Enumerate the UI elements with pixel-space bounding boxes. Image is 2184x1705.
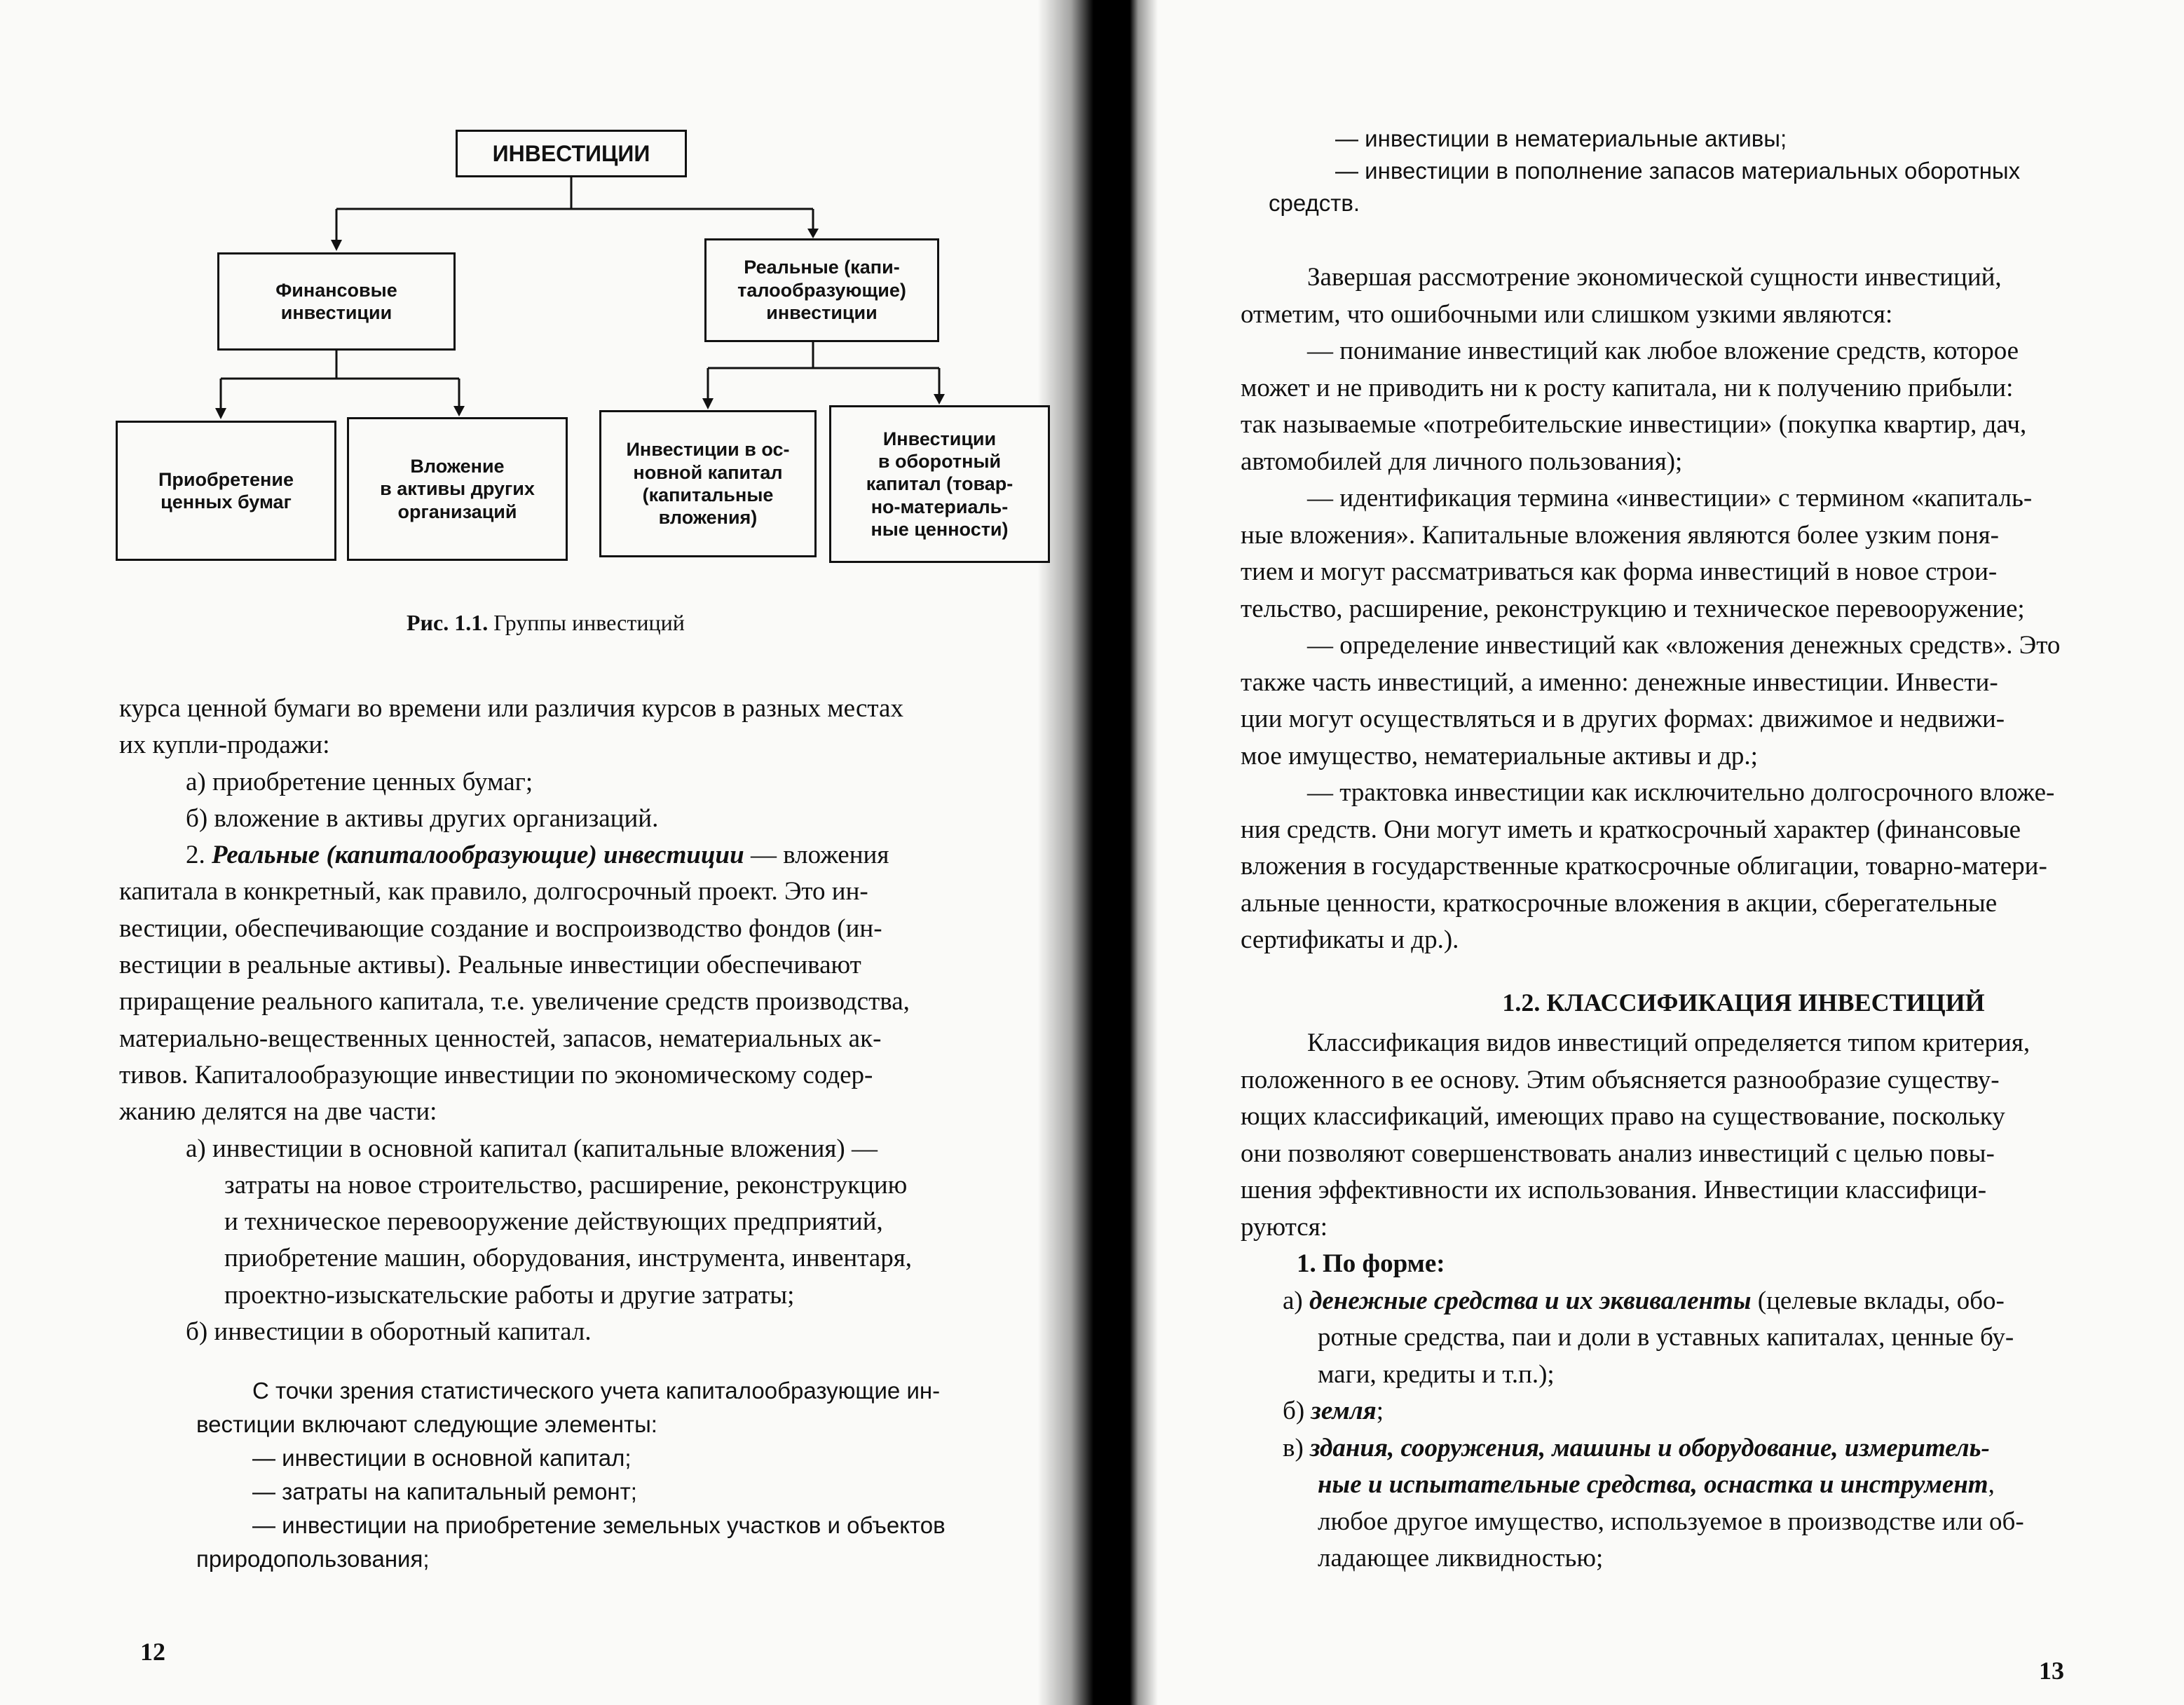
diagram-box-real: Реальные (капи- талообразующие) инвестиции — [704, 238, 939, 342]
list-item: б) вложение в активы других организаций. — [186, 803, 659, 833]
diagram-box-investments: ИНВЕСТИЦИИ — [456, 130, 687, 177]
list-item: а) приобретение ценных бумаг; — [186, 767, 533, 796]
text-line: шения эффективности их использования. Инвестиции классифици- — [1241, 1176, 1987, 1204]
text-line: тельство, расширение, реконструкцию и техническое перевооружение; — [1241, 594, 2025, 623]
text-line: Завершая рассмотрение экономической сущности инвестиций, — [1307, 263, 2002, 292]
text-line: приращение реального капитала, т.е. увеличение средств производства, — [119, 987, 910, 1017]
text-line: затраты на новое строительство, расширение, реконструкцию — [224, 1170, 908, 1200]
text-line: может и не приводить ни к росту капитала, ни к получению прибыли: — [1241, 373, 2014, 402]
right-body-text — [1241, 259, 2176, 1577]
list-item: б) земля; — [1283, 1397, 1384, 1425]
text-line: автомобилей для личного пользования); — [1241, 447, 1683, 476]
text-line: ные вложения». Капитальные вложения являются более узким поня- — [1241, 520, 1999, 550]
diagram-box-fixed-capital: Инвестиции в ос- новной капитал (капитальные вложения) — [599, 410, 817, 557]
text-line: они позволяют совершенствовать анализ инвестиций с целью повы- — [1241, 1139, 1995, 1168]
list-item: а) денежные средства и их эквиваленты (целевые вклады, обо- — [1283, 1286, 2005, 1315]
text-line: также часть инвестиций, а именно: денежные инвестиции. Инвести- — [1241, 667, 1998, 697]
text-line: так называемые «потребительские инвестиции» (покупка квартир, дач, — [1241, 410, 2027, 439]
section-heading: 1.2. КЛАССИФИКАЦИЯ ИНВЕСТИЦИЙ — [1502, 988, 1985, 1017]
diagram-box-securities: Приобретение ценных бумаг — [116, 421, 336, 561]
text-line: средств. — [1269, 190, 1360, 216]
text-line: положенного в ее основу. Этим объясняется разнообразие существу- — [1241, 1065, 2000, 1094]
diagram-box-financial: Финансовые инвестиции — [217, 252, 456, 351]
text-line: приобретение машин, оборудования, инструмента, инвентаря, — [224, 1244, 912, 1273]
text-line: жанию делятся на две части: — [119, 1097, 437, 1127]
text-line: маги, кредиты и т.п.); — [1318, 1359, 1555, 1389]
investment-groups-diagram — [105, 119, 1051, 582]
text-line: любое другое имущество, используемое в производстве или об- — [1318, 1507, 2024, 1536]
term-real-investments: Реальные (капиталообразующие) инвестиции — [212, 841, 744, 870]
text-line: ладающее ликвидностью; — [1318, 1544, 1604, 1572]
text-line: капитала в конкретный, как правило, долгосрочный проект. Это ин- — [119, 877, 868, 906]
text-line: природопользования; — [196, 1546, 430, 1572]
list-item: — инвестиции в пополнение запасов материальных оборотных — [1335, 158, 2021, 184]
list-item: — определение инвестиций как «вложения денежных средств». Это — [1307, 631, 2061, 660]
text-line: ющих классификаций, имеющих право на существование, поскольку — [1241, 1102, 2005, 1131]
text-line: ции могут осуществляться и в других формах: движимое и недвижи- — [1241, 705, 2005, 733]
classification-title: 1. По форме: — [1297, 1249, 1445, 1278]
text-line: вложения в государственные краткосрочные облигации, товарно-матери- — [1241, 852, 2047, 881]
text-line: вестиции в реальные активы). Реальные инвестиции обеспечивают — [119, 951, 861, 980]
text-line: 2. Реальные (капиталообразующие) инвестиции — вложения — [186, 841, 889, 870]
text-line: С точки зрения статистического учета капиталообразующие ин- — [252, 1378, 941, 1404]
text-line: вестиции, обеспечивающие создание и воспроизводство фондов (ин- — [119, 913, 882, 943]
right-page — [1130, 0, 2184, 1705]
text-line: вестиции включают следующие элементы: — [196, 1411, 657, 1437]
text-line: мое имущество, нематериальные активы и др.; — [1241, 741, 1758, 770]
list-item: — понимание инвестиций как любое вложение средств, которое — [1307, 337, 2019, 365]
statistics-note — [196, 1374, 1065, 1576]
list-item: б) инвестиции в оборотный капитал. — [186, 1317, 592, 1347]
text-line: тивов. Капиталообразующие инвестиции по экономическому содер- — [119, 1060, 873, 1089]
text-line: ния средств. Они могут иметь и краткосрочный характер (финансовые — [1241, 815, 2021, 844]
text-line: руются: — [1241, 1212, 1328, 1242]
list-item: — идентификация термина «инвестиции» с термином «капиталь- — [1307, 484, 2033, 512]
text-line: ные и испытательные средства, оснастка и инструмент, — [1318, 1470, 1995, 1499]
text-line: сертификаты и др.). — [1241, 925, 1459, 954]
text-line: материально-вещественных ценностей, запасов, нематериальных ак- — [119, 1024, 882, 1053]
text-line: альные ценности, краткосрочные вложения в акции, сберегательные — [1241, 888, 1998, 918]
list-item: — инвестиции в основной капитал; — [252, 1445, 632, 1471]
page-number: 13 — [2039, 1657, 2064, 1685]
list-item: — трактовка инвестиции как исключительно долгосрочного вложе- — [1307, 778, 2055, 807]
text-line: курса ценной бумаги во времени или различия курсов в разных местах — [119, 694, 903, 723]
figure-caption: Рис. 1.1. Группы инвестиций — [407, 610, 685, 635]
text-line: их купли-продажи: — [119, 731, 330, 760]
right-top-list — [1269, 123, 2131, 219]
diagram-box-assets-other-orgs: Вложение в активы других организаций — [347, 417, 568, 561]
gutter-shadow — [1130, 0, 1158, 1705]
list-item: — затраты на капитальный ремонт; — [252, 1479, 637, 1504]
text-line: ротные средства, паи и доли в уставных капиталах, ценные бу- — [1318, 1323, 2014, 1352]
text-line: отметим, что ошибочными или слишком узкими являются: — [1241, 299, 1893, 329]
list-item: — инвестиции в нематериальные активы; — [1335, 125, 1787, 151]
page-number: 12 — [140, 1638, 165, 1666]
list-item: в) здания, сооружения, машины и оборудование, измеритель- — [1283, 1433, 1990, 1462]
list-item: а) инвестиции в основной капитал (капитальные вложения) — — [186, 1134, 878, 1163]
text-line: и техническое перевооружение действующих предприятий, — [224, 1207, 883, 1237]
text-line: проектно-изыскательские работы и другие затраты; — [224, 1280, 795, 1310]
text-line: тием и могут рассматриваться как форма инвестиций в новое строи- — [1241, 557, 1998, 586]
left-body-text — [119, 691, 1044, 1350]
list-item: — инвестиции на приобретение земельных участков и объектов — [252, 1512, 946, 1538]
diagram-box-working-capital: Инвестиции в оборотный капитал (товар- но-материаль- ные ценности) — [829, 405, 1050, 563]
text-line: Классификация видов инвестиций определяется типом критерия, — [1307, 1028, 2031, 1057]
